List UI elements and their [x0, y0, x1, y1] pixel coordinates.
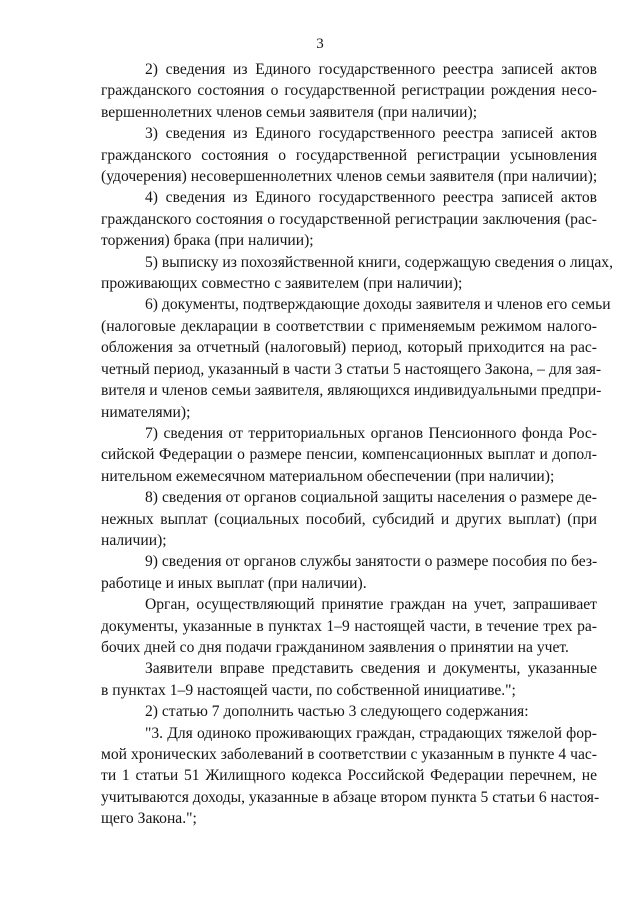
text-line: четный период, указанный в части 3 статьи 5 настоящего Закона, – для зая- — [101, 360, 602, 378]
text-line: 4) сведения из Единого государственного реестра записей актов — [145, 189, 597, 207]
text-line: работице и иных выплат (при наличии). — [101, 574, 367, 592]
paragraph — [101, 187, 597, 251]
paragraph — [101, 551, 597, 594]
text-line: 3) сведения из Единого государственного реестра записей актов — [145, 125, 597, 143]
text-line: торжения) брака (при наличии); — [101, 232, 314, 250]
text-line: ти 1 статьи 51 Жилищного кодекса Российской Федерации перечнем, не — [101, 767, 597, 785]
text-line: Заявители вправе представить сведения и документы, указанные — [145, 660, 597, 678]
text-line: 5) выписку из похозяйственной книги, содержащую сведения о лицах, — [145, 253, 613, 271]
text-line: документы, указанные в пунктах 1–9 настоящей части, в течение трех ра- — [101, 617, 597, 635]
text-line: щего Закона."; — [101, 810, 197, 828]
text-line: проживающих совместно с заявителем (при наличии); — [101, 275, 463, 293]
text-line: вершеннолетних членов семьи заявителя (при наличии); — [101, 103, 478, 121]
text-line: нежных выплат (социальных пособий, субсидий и других выплат) (при — [101, 510, 597, 528]
text-line: 8) сведения от органов социальной защиты населения о размере де- — [145, 489, 597, 507]
page-number: 3 — [316, 36, 324, 52]
text-line: обложения за отчетный (налоговый) период, который приходится на рас- — [101, 339, 597, 357]
text-line: 2) сведения из Единого государственного реестра записей актов — [145, 61, 597, 78]
text-line: "3. Для одиноко проживающих граждан, страдающих тяжелой фор- — [145, 724, 597, 742]
text-line: нительном ежемесячном материальном обеспечении (при наличии); — [101, 467, 555, 485]
text-line: учитываются доходы, указанные в абзаце втором пункта 5 статьи 6 настоя- — [101, 788, 600, 806]
text-line: 7) сведения от территориальных органов Пенсионного фонда Рос- — [145, 424, 597, 442]
text-line: 6) документы, подтверждающие доходы заявителя и членов его семьи — [145, 296, 611, 314]
text-line: бочих дней со дня подачи гражданином заявления о принятии на учет. — [101, 638, 569, 656]
text-line: гражданского состояния о государственной регистрации заключения (рас- — [101, 210, 597, 228]
text-line: гражданского состояния о государственной регистрации усыновления — [101, 146, 597, 164]
paragraph — [101, 59, 597, 123]
text-line: мой хронических заболеваний в соответствии с указанным в пункте 4 час- — [101, 746, 597, 763]
text-line: вителя и членов семьи заявителя, являющихся индивидуальными предпри- — [101, 382, 602, 400]
paragraph — [101, 294, 611, 422]
paragraph — [101, 658, 597, 701]
text-line: нимателями); — [101, 403, 191, 421]
paragraph — [101, 487, 597, 551]
document-body — [101, 59, 613, 830]
paragraph — [101, 123, 597, 187]
text-line: (удочерения) несовершеннолетних членов семьи заявителя (при наличии); — [101, 168, 598, 186]
text-line: наличии); — [101, 531, 167, 549]
paragraph — [101, 701, 597, 722]
text-line: (налоговые декларации в соответствии с применяемым режимом налого- — [101, 317, 597, 335]
text-line: Орган, осуществляющий принятие граждан на учет, запрашивает — [145, 596, 597, 614]
paragraph — [101, 252, 613, 295]
paragraph — [101, 423, 597, 487]
text-line: 2) статью 7 дополнить частью 3 следующего содержания: — [145, 703, 529, 721]
paragraph — [101, 594, 597, 658]
text-line: сийской Федерации о размере пенсии, компенсационных выплат и допол- — [101, 446, 597, 464]
text-line: гражданского состояния о государственной регистрации рождения несо- — [101, 82, 597, 100]
paragraph — [101, 723, 600, 830]
text-line: 9) сведения от органов службы занятости о размере пособия по без- — [145, 553, 598, 571]
text-line: в пунктах 1–9 настоящей части, по собственной инициативе."; — [101, 681, 516, 699]
